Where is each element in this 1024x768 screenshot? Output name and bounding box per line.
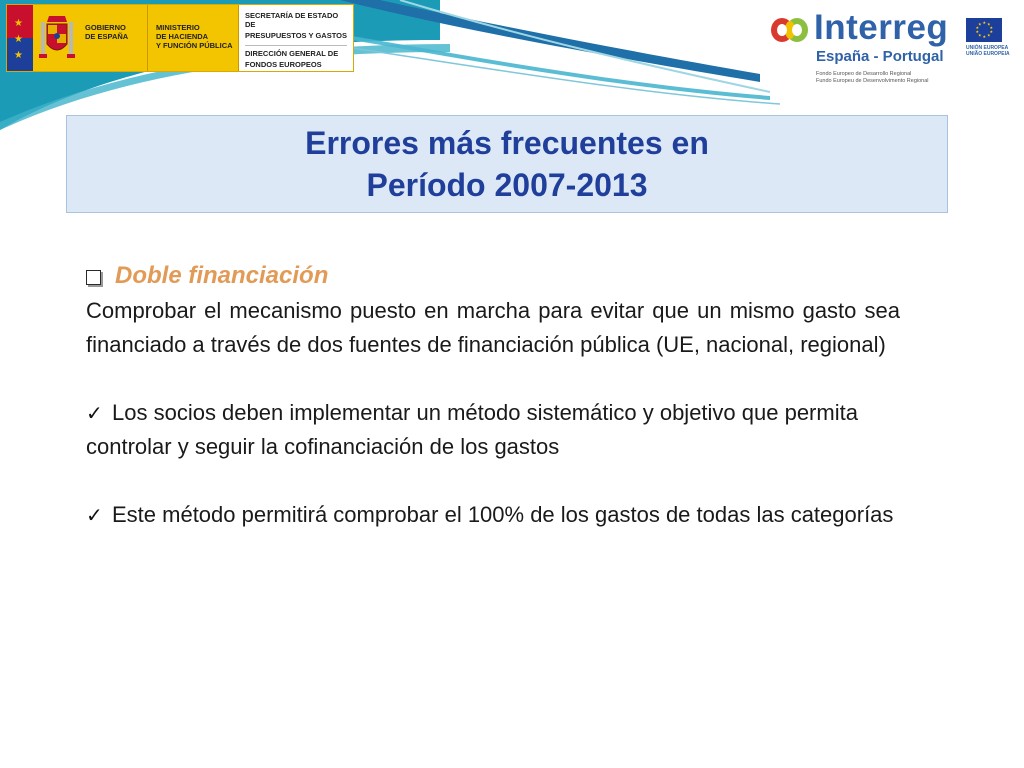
interreg-name: Interreg bbox=[814, 8, 949, 47]
checkmark-icon: ✓ bbox=[86, 503, 103, 527]
title-box bbox=[66, 115, 948, 213]
fund-line-es: Fondo Europeo de Desarrollo Regional bbox=[816, 71, 912, 77]
ministerio-text bbox=[148, 5, 238, 71]
eu-line-pt: UNIÃO EUROPEIA bbox=[966, 51, 1010, 57]
svg-text:★: ★ bbox=[989, 29, 994, 34]
square-bullet-icon bbox=[86, 270, 101, 285]
gobierno-text bbox=[81, 5, 148, 71]
gobierno-espana-logo bbox=[6, 4, 354, 72]
svg-text:★: ★ bbox=[978, 32, 982, 38]
eu-flag-icon bbox=[966, 18, 1002, 42]
svg-text:★: ★ bbox=[978, 21, 982, 27]
interreg-logo bbox=[770, 8, 1010, 86]
gov-line: DE ESPAÑA bbox=[85, 32, 129, 41]
eu-text bbox=[966, 45, 1010, 57]
gov-line: FONDOS EUROPEOS bbox=[245, 60, 322, 69]
divider bbox=[245, 45, 347, 46]
gov-line: DE HACIENDA bbox=[156, 32, 209, 41]
title-line-2: Período 2007-2013 bbox=[366, 167, 648, 203]
svg-text:★: ★ bbox=[987, 32, 991, 38]
svg-text:★: ★ bbox=[989, 25, 994, 30]
svg-text:★: ★ bbox=[982, 34, 987, 39]
bullet-item bbox=[86, 396, 900, 464]
gov-line: SECRETARÍA DE ESTADO DE bbox=[245, 11, 339, 29]
svg-text:★: ★ bbox=[987, 21, 991, 27]
interreg-mark-icon bbox=[770, 16, 810, 50]
coat-of-arms-icon bbox=[33, 5, 81, 71]
secretaria-text bbox=[238, 5, 353, 71]
section-heading bbox=[86, 258, 900, 294]
interreg-fund-text bbox=[816, 71, 929, 85]
slide-content bbox=[86, 258, 900, 532]
gov-line: GOBIERNO bbox=[85, 23, 126, 32]
bullet-text: Los socios deben implementar un método sistemático y objetivo que permita controlar y seguir la cofinanciación de los gastos bbox=[86, 400, 858, 459]
intro-paragraph: Comprobar el mecanismo puesto en marcha para evitar que un mismo gasto sea financiado a través de dos fuentes de financiación pública (UE, nacional, regional) bbox=[86, 298, 900, 357]
star-icon: ★ bbox=[14, 34, 23, 45]
bullet-item bbox=[86, 498, 900, 532]
svg-text:★: ★ bbox=[982, 20, 987, 25]
gov-line: MINISTERIO bbox=[156, 23, 200, 32]
gov-line: PRESUPUESTOS Y GASTOS bbox=[245, 31, 347, 40]
star-icon: ★ bbox=[14, 50, 23, 61]
title-line-1: Errores más frecuentes en bbox=[305, 125, 709, 161]
eu-line-es: UNIÓN EUROPEA bbox=[966, 45, 1009, 51]
star-icon: ★ bbox=[14, 18, 23, 29]
bullet-text: Este método permitirá comprobar el 100% de los gastos de todas las categorías bbox=[112, 502, 894, 527]
section-title: Doble financiación bbox=[115, 262, 329, 289]
interreg-region: España - Portugal bbox=[816, 48, 944, 65]
spain-flag-strip bbox=[7, 5, 33, 71]
checkmark-icon: ✓ bbox=[86, 401, 103, 425]
svg-text:★: ★ bbox=[975, 25, 980, 30]
fund-line-pt: Fundo Europeu de Desenvolvimento Regional bbox=[816, 78, 929, 84]
gov-line: Y FUNCIÓN PÚBLICA bbox=[156, 41, 233, 50]
svg-text:★: ★ bbox=[975, 29, 980, 34]
gov-line: DIRECCIÓN GENERAL DE bbox=[245, 49, 339, 58]
